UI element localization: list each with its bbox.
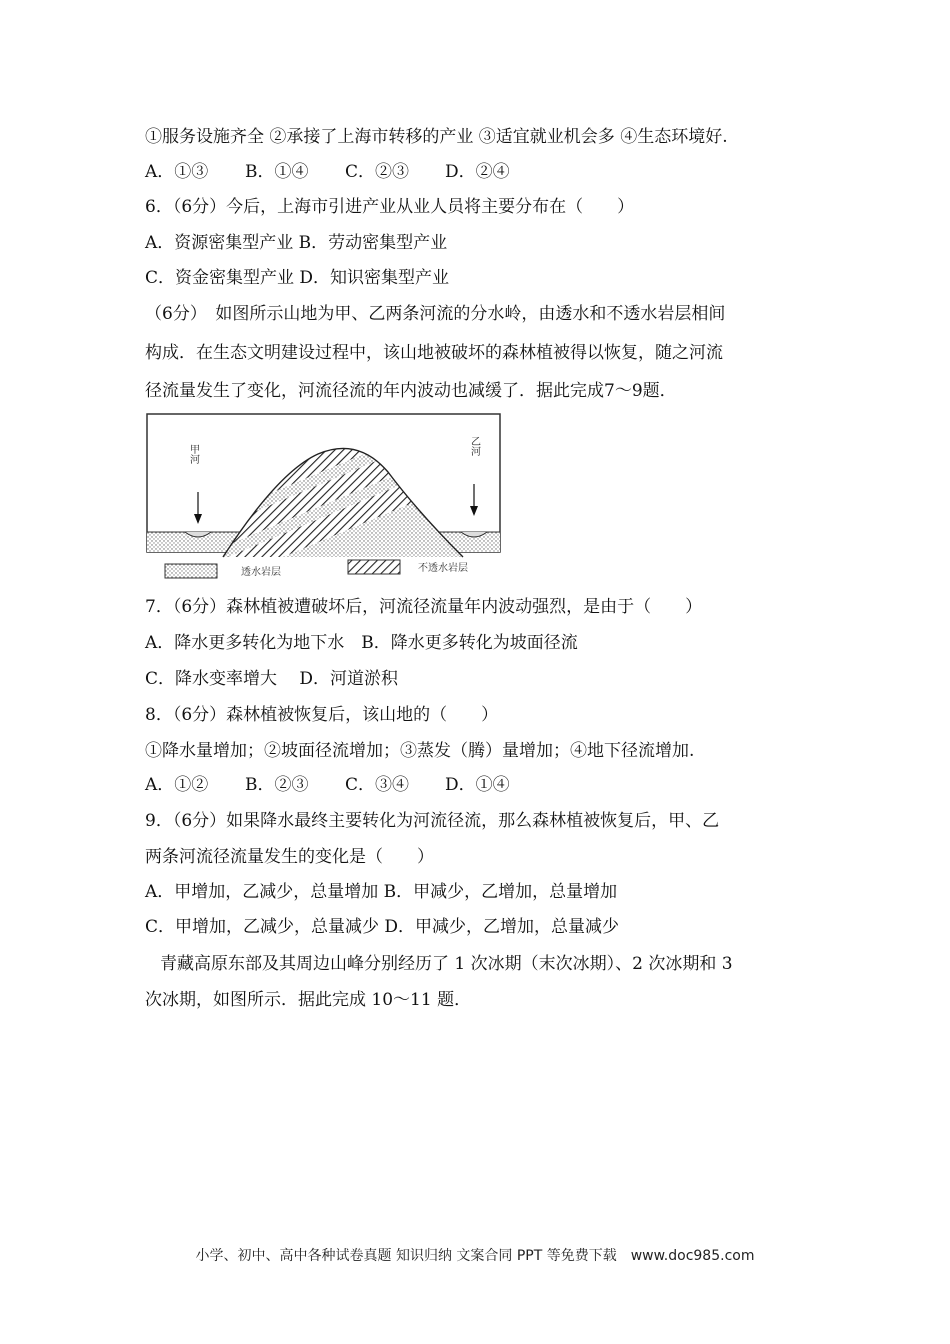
river-label-left: 甲河 — [187, 444, 199, 464]
q6-choices-ab: A．资源密集型产业 B．劳动密集型产业 — [145, 233, 448, 253]
passage-7-9-line1: （6分） 如图所示山地为甲、乙两条河流的分水岭，由透水和不透水岩层相间 — [145, 304, 726, 324]
passage-10-11-line2: 次冰期，如图所示．据此完成 10～11 题． — [145, 990, 472, 1010]
question-9-line2: 两条河流径流量发生的变化是（ ） — [145, 847, 434, 867]
choice-b: B．①④ — [245, 162, 309, 182]
q7-choices-ab: A．降水更多转化为地下水 B．降水更多转化为坡面径流 — [145, 633, 578, 653]
choice-c: C．②③ — [345, 162, 410, 182]
river-label-right: 乙河 — [468, 436, 480, 456]
question-6: 6．（6分）今后，上海市引进产业从业人员将主要分布在（ ） — [145, 197, 635, 217]
question-7: 7．（6分）森林植被遭破坏后，河流径流量年内波动强烈，是由于（ ） — [145, 597, 703, 617]
q6-choices-cd: C．资金密集型产业 D．知识密集型产业 — [145, 268, 450, 288]
legend-label-impermeable: 不透水岩层 — [418, 563, 468, 574]
question-8: 8．（6分）森林植被恢复后，该山地的（ ） — [145, 705, 499, 725]
passage-10-11-line1: 青藏高原东部及其周边山峰分别经历了 1 次冰期（末次冰期）、2 次冰期和 3 — [160, 954, 733, 974]
choice-a: A．①③ — [145, 162, 209, 182]
q9-choices-cd: C．甲增加，乙减少，总量减少 D．甲减少，乙增加，总量减少 — [145, 917, 620, 937]
q9-choices-ab: A．甲增加，乙减少，总量增加 B．甲减少，乙增加，总量增加 — [145, 882, 618, 902]
choice-d: D．①④ — [445, 775, 510, 795]
passage-7-9-line2: 构成．在生态文明建设过程中，该山地被破坏的森林植被得以恢复，随之河流 — [145, 343, 723, 363]
mountain-cross-section-figure — [143, 412, 503, 584]
answer-choices-q5 — [145, 161, 510, 183]
choice-c: C．③④ — [345, 775, 410, 795]
choice-b: B．②③ — [245, 775, 309, 795]
legend-label-permeable: 透水岩层 — [241, 567, 281, 578]
page-footer: 小学、初中、高中各种试卷真题 知识归纳 文案合同 PPT 等免费下载 www.doc985.com — [195, 1248, 755, 1264]
question-9-line1: 9．（6分）如果降水最终主要转化为河流径流，那么森林植被恢复后，甲、乙 — [145, 811, 720, 831]
legend-swatch-permeable — [165, 564, 217, 578]
choice-a: A．①② — [145, 775, 209, 795]
choice-d: D．②④ — [445, 162, 510, 182]
legend-swatch-impermeable — [348, 560, 400, 574]
q8-statements: ①降水量增加；②坡面径流增加；③蒸发（腾）量增加；④地下径流增加. — [145, 741, 695, 761]
q7-choices-cd: C．降水变率增大 D．河道淤积 — [145, 669, 399, 689]
option-list-q5: ①服务设施齐全 ②承接了上海市转移的产业 ③适宜就业机会多 ④生态环境好. — [145, 127, 728, 147]
passage-7-9-line3: 径流量发生了变化，河流径流的年内波动也减缓了．据此完成7～9题． — [145, 381, 677, 401]
answer-choices-q8 — [145, 774, 510, 796]
